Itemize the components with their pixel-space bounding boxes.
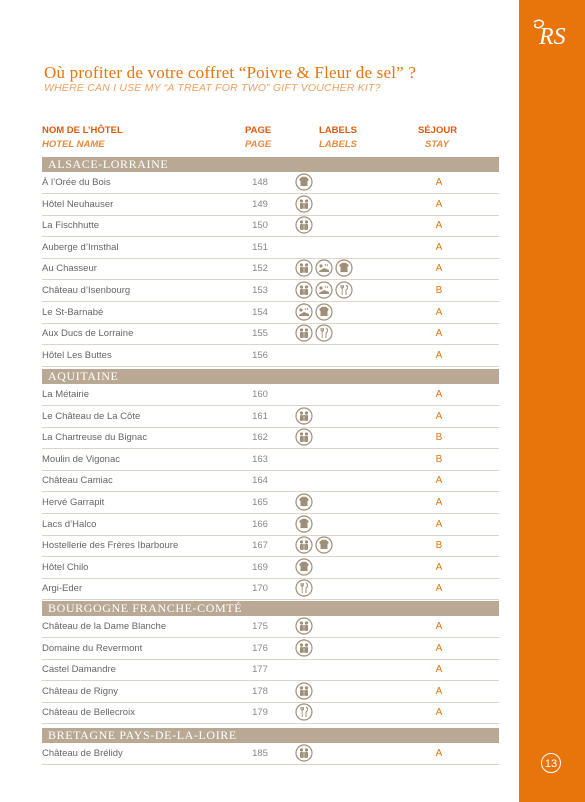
hotel-stay: A bbox=[435, 328, 443, 340]
table-row bbox=[42, 492, 499, 514]
hotel-stay: A bbox=[435, 561, 443, 573]
hotel-name: Castel Damandre bbox=[42, 664, 116, 676]
cutlery-icon bbox=[335, 281, 353, 299]
hotel-labels bbox=[295, 407, 313, 426]
hotel-stay: A bbox=[435, 241, 443, 253]
hotel-name: Hostellerie des Frères Ibarboure bbox=[42, 540, 179, 552]
family-icon bbox=[295, 428, 313, 446]
header-stay-en: STAY bbox=[425, 139, 449, 150]
hotel-page: 160 bbox=[252, 389, 268, 400]
hotel-stay: B bbox=[435, 453, 443, 465]
hotel-name: La Chartreuse du Bignac bbox=[42, 432, 148, 444]
hotel-name: Moulin de Vigonac bbox=[42, 453, 120, 465]
hotel-labels bbox=[295, 703, 313, 722]
family-icon bbox=[295, 536, 313, 554]
hotel-name: Château de Bellecroix bbox=[42, 707, 135, 719]
hotel-page: 161 bbox=[252, 410, 268, 422]
table-row bbox=[42, 449, 499, 471]
hotel-stay: B bbox=[435, 540, 443, 552]
hotel-name: La Métairie bbox=[42, 389, 89, 400]
hotel-labels bbox=[295, 558, 313, 577]
hotel-name: Argi-Eder bbox=[42, 583, 83, 595]
hotel-name: Le Château de La Côte bbox=[42, 410, 141, 422]
hotel-name: À l’Orée du Bois bbox=[42, 177, 111, 188]
hotel-stay: A bbox=[435, 685, 443, 697]
hotel-stay: A bbox=[435, 707, 443, 719]
page-subtitle: WHERE CAN I USE MY “A TREAT FOR TWO” GIFT VOUCHER KIT? bbox=[44, 82, 381, 94]
section-header: ALSACE-LORRAINE bbox=[42, 157, 499, 172]
hotel-page: 148 bbox=[252, 177, 268, 188]
hotel-page: 156 bbox=[252, 349, 268, 361]
hotel-stay: A bbox=[435, 306, 443, 318]
hotel-page: 155 bbox=[252, 328, 268, 340]
table-row bbox=[42, 427, 499, 449]
hotel-page: 150 bbox=[252, 220, 268, 232]
hotel-name: Lacs d’Halco bbox=[42, 518, 97, 530]
header-page-fr: PAGE bbox=[245, 125, 272, 136]
hotel-page: 153 bbox=[252, 285, 268, 296]
orange-sidebar bbox=[519, 0, 585, 802]
hotel-labels bbox=[295, 428, 313, 447]
hotel-stay: A bbox=[435, 475, 443, 487]
hotel-labels bbox=[295, 173, 313, 192]
hotel-name: Château de la Dame Blanche bbox=[42, 621, 167, 632]
hotel-stay: A bbox=[435, 389, 443, 400]
hotel-stay: A bbox=[435, 748, 443, 759]
hotel-stay: B bbox=[435, 285, 443, 296]
hotel-labels bbox=[295, 617, 313, 636]
table-row bbox=[42, 578, 499, 600]
svg-text:RS: RS bbox=[539, 24, 566, 48]
hotel-stay: A bbox=[435, 410, 443, 422]
hotel-page: 185 bbox=[252, 748, 268, 759]
hotel-stay: A bbox=[435, 263, 443, 275]
hotel-stay: B bbox=[435, 432, 443, 444]
table-row bbox=[42, 681, 499, 703]
header-hotel-en: HOTEL NAME bbox=[42, 139, 105, 150]
rs-logo-icon bbox=[532, 18, 576, 48]
table-row bbox=[42, 345, 499, 367]
family-icon bbox=[295, 639, 313, 657]
chef-icon bbox=[295, 558, 313, 576]
spa-icon bbox=[295, 303, 313, 321]
page-title: Où profiter de votre coffret “Poivre & Fleur de sel” ? bbox=[44, 63, 417, 82]
hotel-name: Le St-Barnabé bbox=[42, 306, 104, 318]
hotel-stay: A bbox=[435, 621, 443, 632]
chef-icon bbox=[335, 259, 353, 277]
hotel-page: 152 bbox=[252, 263, 268, 275]
hotel-page: 176 bbox=[252, 642, 268, 654]
hotel-page: 179 bbox=[252, 707, 268, 719]
hotel-labels bbox=[295, 744, 313, 763]
table-row bbox=[42, 323, 499, 345]
chef-icon bbox=[315, 536, 333, 554]
hotel-name: Hôtel Les Buttes bbox=[42, 349, 112, 361]
hotel-page: 178 bbox=[252, 685, 268, 697]
table-row bbox=[42, 302, 499, 324]
hotel-name: Château de Brélidy bbox=[42, 748, 123, 759]
table-row bbox=[42, 194, 499, 216]
hotel-labels bbox=[295, 324, 333, 343]
hotel-labels bbox=[295, 195, 313, 214]
table-row bbox=[42, 172, 499, 194]
hotel-labels bbox=[295, 639, 313, 658]
hotel-stay: A bbox=[435, 349, 443, 361]
hotel-page: 164 bbox=[252, 475, 268, 487]
header-labels-fr: LABELS bbox=[319, 125, 357, 136]
hotel-labels bbox=[295, 216, 313, 235]
hotel-name: Hervé Garrapit bbox=[42, 497, 105, 508]
chef-icon bbox=[315, 303, 333, 321]
hotel-labels bbox=[295, 682, 313, 701]
table-row bbox=[42, 616, 499, 638]
family-icon bbox=[295, 216, 313, 234]
hotel-page: 165 bbox=[252, 497, 268, 508]
hotel-name: Château d’Isenbourg bbox=[42, 285, 131, 296]
hotel-name: Au Chasseur bbox=[42, 263, 97, 275]
hotel-page: 167 bbox=[252, 540, 268, 552]
spa-icon bbox=[315, 281, 333, 299]
hotel-page: 151 bbox=[252, 241, 268, 253]
table-row bbox=[42, 743, 499, 765]
family-icon bbox=[295, 744, 313, 762]
table-row bbox=[42, 215, 499, 237]
hotel-name: Château Camiac bbox=[42, 475, 113, 487]
hotel-stay: A bbox=[435, 583, 443, 595]
hotel-name: Hôtel Neuhauser bbox=[42, 198, 114, 210]
table-row bbox=[42, 470, 499, 492]
hotel-name: Château de Rigny bbox=[42, 685, 119, 697]
cutlery-icon bbox=[295, 579, 313, 597]
table-row bbox=[42, 638, 499, 660]
family-icon bbox=[295, 195, 313, 213]
hotel-name: Hôtel Chilo bbox=[42, 561, 89, 573]
hotel-page: 154 bbox=[252, 306, 268, 318]
table-row bbox=[42, 406, 499, 428]
family-icon bbox=[295, 259, 313, 277]
hotel-stay: A bbox=[435, 177, 443, 188]
page-number: 13 bbox=[541, 753, 561, 773]
hotel-name: La Fischhutte bbox=[42, 220, 100, 232]
hotel-stay: A bbox=[435, 497, 443, 508]
table-row bbox=[42, 384, 499, 406]
hotel-page: 177 bbox=[252, 664, 268, 676]
table-row bbox=[42, 702, 499, 724]
family-icon bbox=[295, 407, 313, 425]
header-page-en: PAGE bbox=[245, 139, 272, 150]
hotel-labels bbox=[295, 536, 333, 555]
hotel-page: 162 bbox=[252, 432, 268, 444]
hotel-labels bbox=[295, 303, 333, 322]
hotel-stay: A bbox=[435, 220, 443, 232]
table-row bbox=[42, 280, 499, 302]
section-header: AQUITAINE bbox=[42, 369, 499, 384]
spa-icon bbox=[315, 259, 333, 277]
cutlery-icon bbox=[315, 324, 333, 342]
hotel-name: Domaine du Revermont bbox=[42, 642, 143, 654]
table-row bbox=[42, 659, 499, 681]
hotel-page: 166 bbox=[252, 518, 268, 530]
hotel-labels bbox=[295, 515, 313, 534]
header-labels-en: LABELS bbox=[319, 139, 357, 150]
table-row bbox=[42, 535, 499, 557]
table-row bbox=[42, 514, 499, 536]
hotel-name: Aux Ducs de Lorraine bbox=[42, 328, 134, 340]
cutlery-icon bbox=[295, 703, 313, 721]
family-icon bbox=[295, 281, 313, 299]
hotel-stay: A bbox=[435, 642, 443, 654]
hotel-page: 170 bbox=[252, 583, 268, 595]
section-header: BRETAGNE PAYS-DE-LA-LOIRE bbox=[42, 728, 499, 743]
hotel-labels bbox=[295, 579, 313, 598]
hotel-stay: A bbox=[435, 518, 443, 530]
chef-icon bbox=[295, 493, 313, 511]
chef-icon bbox=[295, 173, 313, 191]
table-row bbox=[42, 258, 499, 280]
table-row bbox=[42, 237, 499, 259]
hotel-labels bbox=[295, 493, 313, 512]
hotel-labels bbox=[295, 281, 353, 300]
hotel-name: Auberge d’Imsthal bbox=[42, 241, 119, 253]
hotel-page: 169 bbox=[252, 561, 268, 573]
family-icon bbox=[295, 682, 313, 700]
header-stay-fr: SÉJOUR bbox=[418, 125, 458, 136]
family-icon bbox=[295, 617, 313, 635]
hotel-page: 163 bbox=[252, 453, 268, 465]
chef-icon bbox=[295, 515, 313, 533]
brand-logo bbox=[532, 18, 576, 48]
hotel-stay: A bbox=[435, 198, 443, 210]
hotel-page: 149 bbox=[252, 198, 268, 210]
family-icon bbox=[295, 324, 313, 342]
header-hotel-fr: NOM DE L’HÔTEL bbox=[42, 125, 123, 136]
hotel-stay: A bbox=[435, 664, 443, 676]
section-header: BOURGOGNE FRANCHE-COMTÉ bbox=[42, 601, 499, 616]
hotel-labels bbox=[295, 259, 353, 278]
table-row bbox=[42, 557, 499, 579]
hotel-page: 175 bbox=[252, 621, 268, 632]
